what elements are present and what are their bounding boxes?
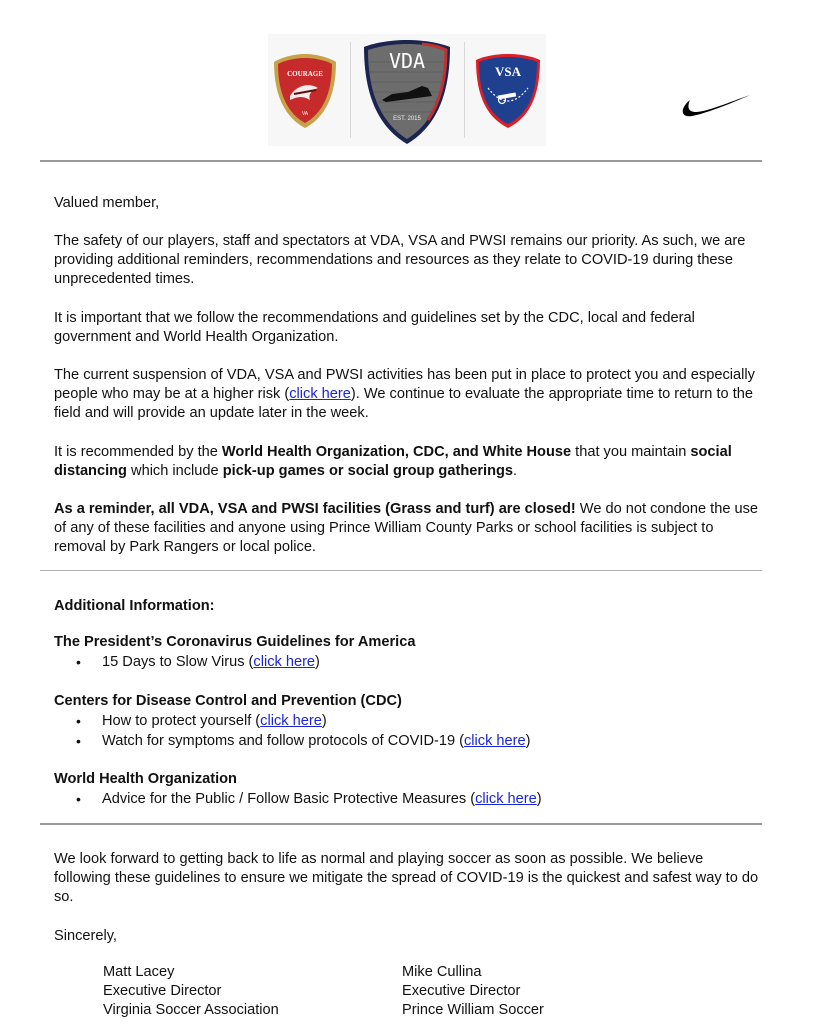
list-item: • 15 Days to Slow Virus (click here) bbox=[54, 652, 764, 672]
slow-virus-link[interactable]: click here bbox=[253, 654, 316, 670]
paragraph-closing: We look forward to getting back to life as normal and playing soccer as soon as possible. We believe following these guidelines to ensure we mitigate the spread of COVID-19 is the quickest and safest way to do so. bbox=[54, 851, 759, 905]
resource-section bbox=[54, 770, 764, 809]
signature-block bbox=[402, 963, 544, 1020]
resource-section bbox=[54, 633, 764, 672]
sd-bold-gatherings: pick-up games or social group gatherings bbox=[222, 463, 514, 479]
suspension-text: The current suspension of VDA, VSA and PWSI activities has been put in place to protect you and especially people who may be at a higher risk ( bbox=[54, 367, 755, 402]
sd-text: It is recommended by the bbox=[54, 444, 222, 460]
symptoms-link[interactable]: click here bbox=[464, 733, 526, 749]
section-heading: The President’s Coronavirus Guidelines for America bbox=[54, 634, 416, 650]
horizontal-rule bbox=[40, 570, 762, 571]
additional-info-title: Additional Information: bbox=[54, 598, 215, 614]
courage-crest-logo bbox=[272, 52, 338, 130]
paragraph-safety: The safety of our players, staff and spectators at VDA, VSA and PWSI remains our priority. As such, we are providing additional reminders, recommendations and resources as they relate to COVID-19 during these unprecedented times. bbox=[54, 233, 746, 287]
resource-section bbox=[54, 692, 764, 751]
courage-logo-sub: VA bbox=[301, 111, 309, 117]
paragraph-facilities-closed bbox=[54, 500, 764, 557]
section-heading: Centers for Disease Control and Prevention (CDC) bbox=[54, 693, 402, 709]
list-item: • Advice for the Public / Follow Basic Protective Measures (click here) bbox=[54, 789, 764, 809]
header-logos bbox=[268, 34, 546, 146]
signoff: Sincerely, bbox=[54, 928, 117, 944]
letter-salutation: Valued member, bbox=[54, 195, 160, 211]
paragraph-guidelines: It is important that we follow the recommendations and guidelines set by the CDC, local and federal government and World Health Organization. bbox=[54, 310, 695, 345]
list-item: • Watch for symptoms and follow protocols of COVID-19 (click here) bbox=[54, 731, 764, 751]
protect-yourself-link[interactable]: click here bbox=[260, 713, 322, 729]
sd-text: which include bbox=[126, 463, 223, 479]
vda-crest-logo bbox=[362, 38, 452, 146]
logo-divider bbox=[350, 42, 351, 138]
paragraph-suspension bbox=[54, 366, 764, 423]
signature-title: Executive Director bbox=[103, 983, 222, 999]
horizontal-rule bbox=[40, 823, 762, 825]
courage-logo-text: COURAGE bbox=[287, 70, 323, 78]
sd-text: . bbox=[513, 463, 518, 479]
higher-risk-link[interactable]: click here bbox=[289, 386, 351, 402]
vsa-crest-logo bbox=[474, 52, 542, 130]
signature-org: Prince William Soccer bbox=[402, 1002, 544, 1018]
facilities-closed-bold: As a reminder, all VDA, VSA and PWSI facilities (Grass and turf) are closed! bbox=[54, 501, 576, 517]
vda-logo-sub: EST. 2015 bbox=[393, 116, 421, 122]
sd-bold-orgs: World Health Organization, CDC, and White House bbox=[221, 444, 572, 460]
logo-divider bbox=[464, 42, 465, 138]
paragraph-social-distancing bbox=[54, 443, 754, 481]
list-item: • How to protect yourself (click here) bbox=[54, 711, 764, 731]
suspension-text-end: ). We continue to evaluate the appropriate time to return to the field and will provide an update later in the week. bbox=[54, 386, 753, 421]
nike-swoosh-logo bbox=[678, 92, 752, 122]
horizontal-rule bbox=[40, 160, 762, 162]
vsa-logo-text: VSA bbox=[494, 64, 522, 79]
vda-logo-text: VDA bbox=[388, 49, 426, 73]
who-advice-link[interactable]: click here bbox=[475, 791, 537, 807]
sd-text: that you maintain bbox=[571, 444, 691, 460]
section-heading: World Health Organization bbox=[54, 771, 237, 787]
signature-org: Virginia Soccer Association bbox=[103, 1002, 279, 1018]
signature-name: Matt Lacey bbox=[103, 964, 175, 980]
signature-title: Executive Director bbox=[402, 983, 521, 999]
signature-block bbox=[103, 963, 279, 1020]
sd-bold-distancing: social distancing bbox=[54, 444, 732, 479]
facilities-text: We do not condone the use of any of these facilities and anyone using Prince William County Parks or school facilities is subject to removal by Park Rangers or local police. bbox=[54, 501, 759, 555]
signature-name: Mike Cullina bbox=[402, 964, 482, 980]
